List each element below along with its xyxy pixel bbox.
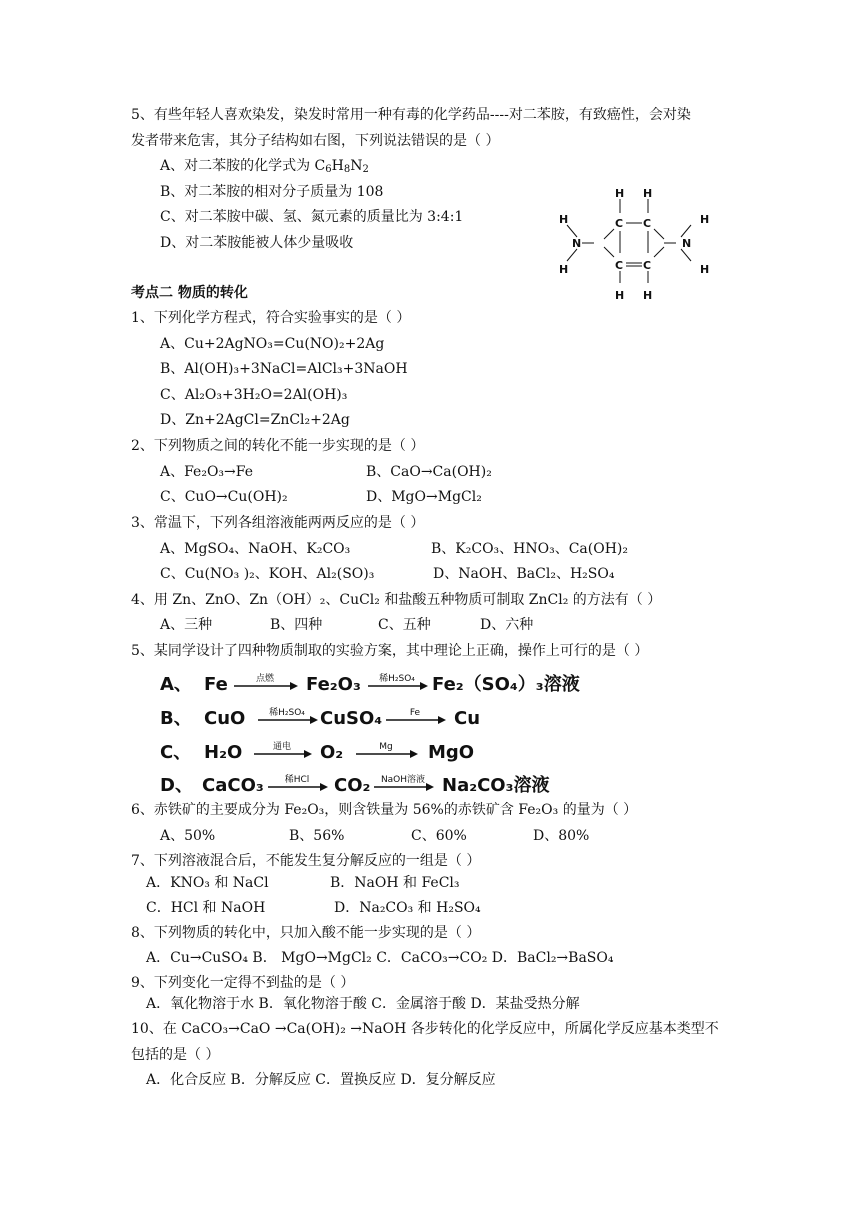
q10-stem-line2: 包括的是（ ） (131, 1047, 220, 1063)
q6-stem: 6、赤铁矿的主要成分为 Fe₂O₃，则含铁量为 56%的赤铁矿含 Fe₂O₃ 的量为（ ） (131, 802, 638, 818)
q5b-stem: 5、某同学设计了四种物质制取的实验方案，其中理论上正确，操作上可行的是（ ） (131, 643, 649, 659)
q3-option-a: A、MgSO₄、NaOH、K₂CO₃ (160, 541, 351, 557)
q10-options: A．化合反应 B．分解反应 C．置换反应 D．复分解反应 (146, 1072, 496, 1088)
q1-option-c: C、Al₂O₃+3H₂O=2Al(OH)₃ (160, 387, 348, 403)
scheme-label: D、 (160, 775, 193, 796)
q6-option-b: B、56% (289, 828, 345, 844)
q4-option-c: C、五种 (378, 617, 431, 633)
scheme-reactant: CaCO₃ (202, 775, 264, 796)
scheme-product: Cu (454, 708, 481, 729)
mol-atom-h8: H (700, 263, 710, 276)
q7-option-b: B．NaOH 和 FeCl₃ (330, 875, 460, 891)
scheme-intermediate: CO₂ (334, 775, 371, 796)
scheme-arrow (354, 742, 418, 764)
scheme-label: B、 (160, 708, 192, 729)
scheme-arrow (232, 674, 298, 696)
mol-atom-c2: C (643, 217, 652, 230)
q6-option-d: D、80% (533, 828, 590, 844)
mol-atom-c1: C (615, 217, 624, 230)
scheme-intermediate: CuSO₄ (320, 708, 383, 729)
scheme-condition: 稀H₂SO₄ (269, 708, 305, 718)
q6-option-c: C、60% (411, 828, 467, 844)
scheme-row-b (160, 708, 600, 730)
scheme-row-a (160, 674, 600, 696)
scheme-condition: 稀H₂SO₄ (379, 674, 415, 684)
mol-atom-h1: H (615, 187, 625, 200)
q5a-option-d: D、对二苯胺能被人体少量吸收 (160, 235, 354, 251)
scheme-reactant: H₂O (204, 742, 243, 763)
scheme-product: Na₂CO₃溶液 (442, 775, 550, 796)
q5a-option-b: B、对二苯胺的相对分子质量为 108 (160, 184, 384, 200)
q5a-option-a-text: A、对二苯胺的化学式为 C (160, 158, 326, 174)
q9-options: A．氧化物溶于水 B．氧化物溶于酸 C．金属溶于酸 D．某盐受热分解 (146, 996, 580, 1012)
scheme-arrow (372, 775, 434, 797)
scheme-condition: 稀HCl (284, 775, 310, 785)
q7-option-d: D．Na₂CO₃ 和 H₂SO₄ (334, 900, 481, 916)
q2-option-b: B、CaO→Ca(OH)₂ (366, 464, 492, 480)
scheme-arrow (256, 708, 318, 730)
q6-option-a: A、50% (160, 828, 216, 844)
mol-atom-h4: H (643, 289, 653, 302)
q1-option-a: A、Cu+2AgNO₃=Cu(NO)₂+2Ag (160, 336, 385, 352)
section-title: 考点二 物质的转化 (131, 285, 248, 301)
q4-option-b: B、四种 (270, 617, 323, 633)
sub: 6 (325, 164, 332, 175)
q3-option-c: C、Cu(NO₃ )₂、KOH、Al₂(SO)₃ (160, 566, 375, 582)
scheme-label: A、 (160, 674, 192, 695)
scheme-condition: 通电 (272, 742, 291, 752)
scheme-product: MgO (428, 742, 475, 763)
mol-atom-h3: H (615, 289, 625, 302)
scheme-arrow (366, 674, 428, 696)
scheme-reactant: CuO (204, 708, 246, 729)
q7-option-a: A．KNO₃ 和 NaCl (146, 875, 269, 891)
mol-atom-c4: C (643, 259, 652, 272)
sub: 2 (362, 164, 369, 175)
mol-atom-n1: N (572, 237, 582, 250)
mol-atom-h5: H (559, 213, 569, 226)
q4-option-a: A、三种 (160, 617, 213, 633)
q5a-option-a (160, 157, 369, 175)
q1-option-d: D、Zn+2AgCl=ZnCl₂+2Ag (160, 412, 350, 428)
q7-option-c: C．HCl 和 NaOH (146, 900, 266, 916)
q5a-stem-line2: 发者带来危害，其分子结构如右图，下列说法错误的是（ ） (131, 133, 500, 149)
mol-atom-c3: C (615, 259, 624, 272)
scheme-condition: NaOH溶液 (380, 775, 426, 785)
scheme-condition: Mg (379, 742, 393, 752)
q2-stem: 2、下列物质之间的转化不能一步实现的是（ ） (131, 438, 425, 454)
q1-stem: 1、下列化学方程式，符合实验事实的是（ ） (131, 310, 411, 326)
q5a-stem-line1: 5、有些年轻人喜欢染发，染发时常用一种有毒的化学药品----对二苯胺，有致癌性，会对染 (131, 107, 691, 123)
q5a-option-c: C、对二苯胺中碳、氢、氮元素的质量比为 3:4:1 (160, 209, 464, 225)
scheme-arrow (266, 775, 328, 797)
scheme-product: Fe₂（SO₄）₃溶液 (432, 674, 580, 695)
q2-option-a: A、Fe₂O₃→Fe (160, 464, 254, 480)
mol-atom-h7: H (700, 213, 710, 226)
q3-option-b: B、K₂CO₃、HNO₃、Ca(OH)₂ (431, 541, 628, 557)
sub: 8 (343, 164, 351, 175)
q1-option-b: B、Al(OH)₃+3NaCl=AlCl₃+3NaOH (160, 361, 408, 377)
q2-option-d: D、MgO→MgCl₂ (366, 489, 482, 505)
scheme-arrow (252, 742, 312, 764)
q8-stem: 8、下列物质的转化中，只加入酸不能一步实现的是（ ） (131, 925, 481, 941)
scheme-row-d (160, 775, 600, 797)
q2-option-c: C、CuO→Cu(OH)₂ (160, 489, 288, 505)
scheme-condition: Fe (409, 708, 421, 718)
mol-atom-n2: N (682, 237, 692, 250)
sym: H (331, 158, 344, 174)
scheme-condition: 点燃 (255, 674, 274, 684)
q4-option-d: D、六种 (480, 617, 534, 633)
q3-stem: 3、常温下，下列各组溶液能两两反应的是（ ） (131, 515, 425, 531)
scheme-arrow (384, 708, 446, 730)
q7-stem: 7、下列溶液混合后，不能发生复分解反应的一组是（ ） (131, 853, 481, 869)
mol-atom-h6: H (559, 263, 569, 276)
q4-stem: 4、用 Zn、ZnO、Zn（OH）₂、CuCl₂ 和盐酸五种物质可制取 ZnCl₂ 的方法有（ ） (131, 592, 662, 608)
scheme-label: C、 (160, 742, 192, 763)
mol-atom-h2: H (643, 187, 653, 200)
q8-options: A．Cu→CuSO₄ B． MgO→MgCl₂ C．CaCO₃→CO₂ D．BaCl₂→BaSO₄ (146, 950, 614, 966)
q9-stem: 9、下列变化一定得不到盐的是（ ） (131, 975, 355, 991)
scheme-row-c (160, 742, 600, 764)
scheme-intermediate: Fe₂O₃ (306, 674, 361, 695)
molecule-structure-diagram (550, 183, 720, 303)
q10-stem-line1: 10、在 CaCO₃→CaO →Ca(OH)₂ →NaOH 各步转化的化学反应中，所属化学反应基本类型不 (131, 1021, 719, 1037)
scheme-reactant: Fe (204, 674, 228, 695)
q3-option-d: D、NaOH、BaCl₂、H₂SO₄ (433, 566, 615, 582)
sym: N (350, 158, 363, 174)
scheme-intermediate: O₂ (320, 742, 344, 763)
